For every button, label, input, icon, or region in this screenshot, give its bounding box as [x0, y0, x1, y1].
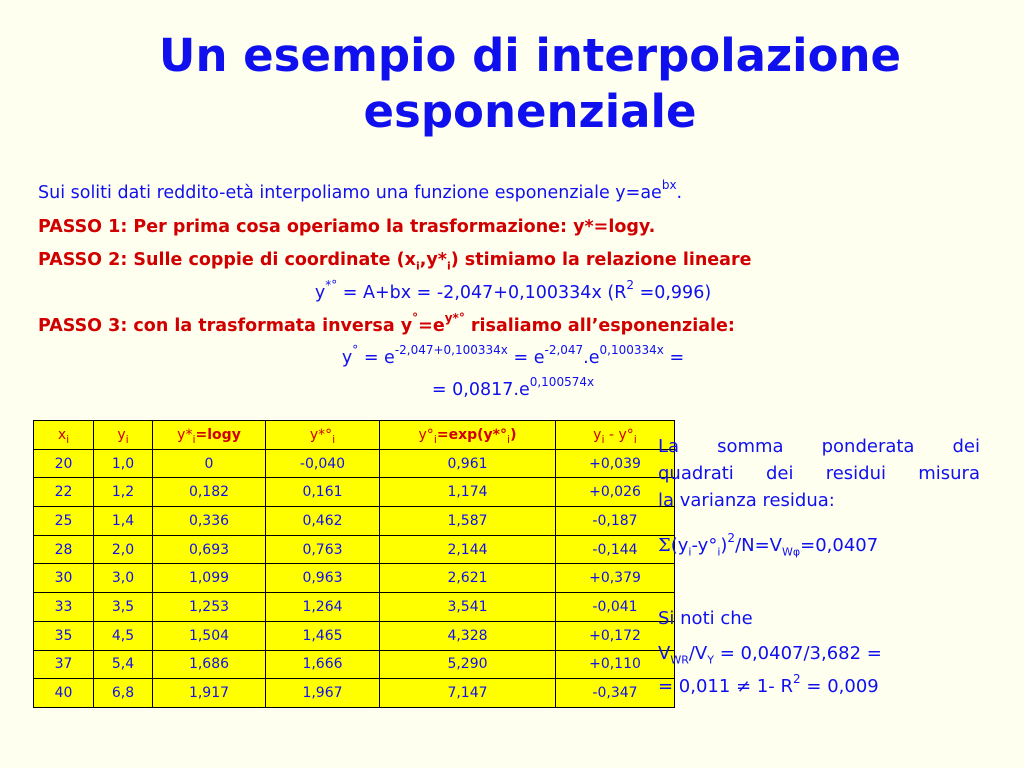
passo2-c: ) stimiamo la relazione lineare [450, 250, 752, 270]
table-cell-y: 3,5 [94, 593, 153, 622]
passo3-sup2: y*° [444, 311, 465, 326]
col-header-y: $y_i$ [94, 421, 153, 450]
table-cell-exp: 1,174 [380, 478, 556, 507]
table-cell-ystar: 0,963 [266, 564, 380, 593]
col-header-x: $x_i$ [34, 421, 94, 450]
table-row [34, 535, 675, 564]
table-cell-residual: -0,347 [556, 679, 675, 708]
table-cell-exp: 4,328 [380, 621, 556, 650]
table-cell-residual: +0,172 [556, 621, 675, 650]
table-cell-exp: 2,144 [380, 535, 556, 564]
sigma-sub3: Wφ [782, 545, 801, 559]
table-cell-residual: -0,144 [556, 535, 675, 564]
formula1-sup4: 0,100334x [599, 343, 664, 358]
table-cell-ystar: 0,462 [266, 507, 380, 536]
table-cell-logy: 1,099 [153, 564, 266, 593]
table-header-row [34, 421, 675, 450]
col-header-ystar: $y*^\circ_i$ [266, 421, 380, 450]
result-sup: 2 [793, 672, 801, 686]
passo3-line [38, 311, 988, 338]
table-row [34, 564, 675, 593]
result-a: = 0,011 ≠ 1- R [658, 676, 794, 697]
passo1-line: PASSO 1: Per prima cosa operiamo la trasformazione: y*=logy. [38, 217, 656, 237]
table-row [34, 449, 675, 478]
passo3-a: PASSO 3: con la trasformata inversa y [38, 316, 413, 336]
formula1-d: .e [583, 348, 600, 368]
table-cell-ystar: 1,465 [266, 621, 380, 650]
table-cell-logy: 0,693 [153, 535, 266, 564]
data-table [33, 420, 675, 708]
table-cell-residual: -0,187 [556, 507, 675, 536]
table-cell-residual: +0,039 [556, 449, 675, 478]
table-cell-ystar: 1,264 [266, 593, 380, 622]
formula1-a: y [341, 348, 353, 368]
table-cell-ystar: 0,763 [266, 535, 380, 564]
table-cell-residual: +0,110 [556, 650, 675, 679]
regression-sup1: *° [325, 278, 338, 293]
formula-line-1 [38, 343, 988, 370]
table-cell-exp: 2,621 [380, 564, 556, 593]
table-cell-y: 6,8 [94, 679, 153, 708]
table-cell-y: 1,4 [94, 507, 153, 536]
title-line-2: esponenziale [363, 85, 697, 138]
formula1-sup3: -2,047 [544, 343, 584, 358]
table-cell-logy: 0,182 [153, 478, 266, 507]
passo3-c: risaliamo all’esponenziale: [464, 316, 735, 336]
table-cell-x: 20 [34, 449, 94, 478]
ratio-sub2: Y [707, 653, 714, 667]
formula1-b: = e [358, 348, 395, 368]
side-p1-line2: quadrati dei residui misura [658, 463, 980, 484]
table-cell-x: 22 [34, 478, 94, 507]
table-cell-y: 3,0 [94, 564, 153, 593]
passo2-b: ,y* [419, 250, 447, 270]
ratio-formula [658, 640, 980, 667]
slide-title [60, 28, 1000, 140]
table-cell-exp: 7,147 [380, 679, 556, 708]
table-cell-x: 30 [34, 564, 94, 593]
table-row [34, 593, 675, 622]
table-cell-y: 1,0 [94, 449, 153, 478]
table-cell-exp: 5,290 [380, 650, 556, 679]
intro-text: Sui soliti dati reddito-età interpoliamo una funzione esponenziale y=ae [38, 183, 662, 203]
regression-line [38, 278, 988, 305]
result-b: = 0,009 [800, 676, 879, 697]
col-header-exp: $y^\circ_i=\exp(y*^\circ_i)$ [380, 421, 556, 450]
table-cell-exp: 3,541 [380, 593, 556, 622]
table-cell-ystar: 0,161 [266, 478, 380, 507]
sigma-sup: 2 [727, 531, 736, 545]
result-formula [658, 673, 980, 700]
table-row [34, 650, 675, 679]
regression-sup2: 2 [626, 278, 634, 293]
table-cell-exp: 0,961 [380, 449, 556, 478]
table-cell-y: 5,4 [94, 650, 153, 679]
formula1-c: = e [507, 348, 545, 368]
note-text: Si noti che [658, 608, 753, 629]
table-cell-x: 37 [34, 650, 94, 679]
regression-b: = A+bx = -2,047+0,100334x (R [337, 283, 627, 303]
intro-exponent: bx [661, 178, 677, 193]
sigma-e: =0,0407 [800, 535, 879, 556]
side-paragraph [658, 433, 980, 514]
table-cell-residual: +0,026 [556, 478, 675, 507]
side-p1-line1: La somma ponderata dei [658, 436, 980, 457]
ratio-a: V [658, 643, 671, 664]
table-cell-logy: 1,504 [153, 621, 266, 650]
table-cell-y: 1,2 [94, 478, 153, 507]
title-line-1: Un esempio di interpolazione [158, 29, 902, 82]
sigma-formula [658, 532, 980, 559]
side-p1-line3: la varianza residua: [658, 490, 835, 511]
formula2-a: = 0,0817.e [431, 380, 530, 400]
regression-c: =0,996) [634, 283, 712, 303]
sigma-symbol: Σ [658, 535, 671, 556]
formula1-sup2: -2,047+0,100334x [394, 343, 508, 358]
table-cell-logy: 1,253 [153, 593, 266, 622]
intro-end: . [676, 183, 683, 203]
sigma-sub1: i [688, 545, 692, 559]
sigma-sub2: i [717, 545, 721, 559]
sigma-c: ) [720, 535, 728, 556]
table-cell-x: 25 [34, 507, 94, 536]
table-cell-ystar: 1,666 [266, 650, 380, 679]
table-cell-ystar: 1,967 [266, 679, 380, 708]
passo2-sub1: i [415, 259, 420, 273]
table-cell-x: 40 [34, 679, 94, 708]
table-row [34, 478, 675, 507]
regression-a: y [314, 283, 326, 303]
table-row [34, 679, 675, 708]
table-cell-residual: +0,379 [556, 564, 675, 593]
table-cell-exp: 1,587 [380, 507, 556, 536]
table-cell-logy: 1,686 [153, 650, 266, 679]
ratio-b: /V [688, 643, 708, 664]
formula1-sup1: ° [352, 343, 359, 358]
passo2-line [38, 248, 988, 272]
table-cell-y: 4,5 [94, 621, 153, 650]
formula2-sup: 0,100574x [529, 375, 595, 390]
ratio-c: = 0,0407/3,682 = [713, 643, 882, 664]
table-cell-residual: -0,041 [556, 593, 675, 622]
table-row [34, 507, 675, 536]
table-cell-ystar: -0,040 [266, 449, 380, 478]
formula1-e: = [663, 348, 685, 368]
sigma-d: /N=V [735, 535, 782, 556]
ratio-sub1: WR [670, 653, 689, 667]
intro-line [38, 178, 988, 205]
table-cell-y: 2,0 [94, 535, 153, 564]
table-cell-x: 28 [34, 535, 94, 564]
formula-line-2 [38, 375, 988, 402]
sigma-a: (y [670, 535, 689, 556]
table-cell-logy: 0,336 [153, 507, 266, 536]
sigma-b: -y° [691, 535, 718, 556]
passo2-sub2: i [446, 259, 451, 273]
table-cell-x: 35 [34, 621, 94, 650]
passo3-b: =e [418, 316, 445, 336]
passo3-sup1: ° [412, 311, 419, 326]
table-row [34, 621, 675, 650]
table-cell-x: 33 [34, 593, 94, 622]
table-cell-logy: 0 [153, 449, 266, 478]
passo2-a: PASSO 2: Sulle coppie di coordinate (x [38, 250, 416, 270]
table-body [34, 449, 675, 707]
table-cell-logy: 1,917 [153, 679, 266, 708]
col-header-residual: $y_i - y^\circ_i$ [556, 421, 675, 450]
col-header-logy: $y*_i=\log y$ [153, 421, 266, 450]
